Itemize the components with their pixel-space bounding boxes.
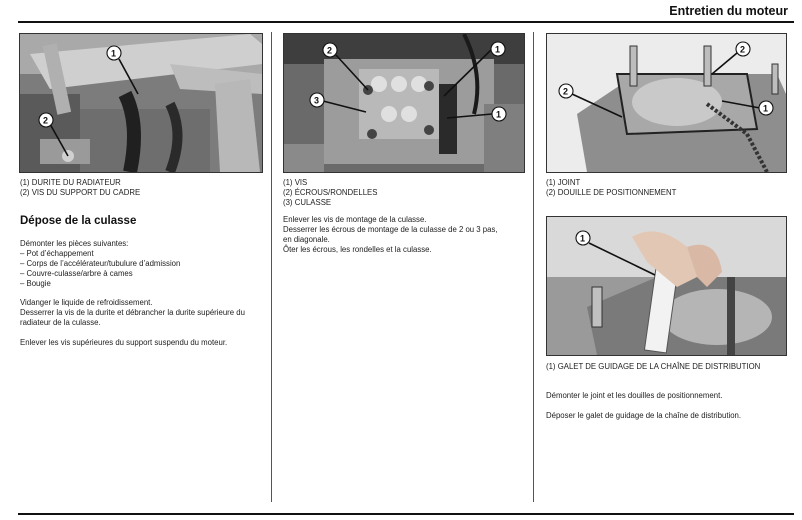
caption-cylinder-head: (3) CULASSE [283,198,332,207]
callout-1 [492,107,506,121]
paragraph-line: radiateur de la culasse. [20,318,101,327]
caption-dowel: (2) DOUILLE DE POSITIONNEMENT [546,188,677,197]
paragraph-line: Déposer le galet de guidage de la chaîne de distribution. [546,411,742,420]
gasket-dowel-photo [546,33,787,173]
svg-text:1: 1 [111,48,117,59]
paragraph-line: Enlever les vis supérieures du support suspendu du moteur. [20,338,228,347]
svg-text:2: 2 [563,86,569,97]
caption-chain-guide: (1) GALET DE GUIDAGE DE LA CHAÎNE DE DISTRIBUTION [546,362,761,371]
caption-nuts-washers: (2) ÉCROUS/RONDELLES [283,188,378,197]
intro-text: Démonter les pièces suivantes: [20,239,129,248]
svg-text:2: 2 [740,44,746,55]
callout-3 [310,93,324,107]
section-title: Dépose de la culasse [20,215,137,227]
svg-text:1: 1 [495,44,501,55]
list-item: – Bougie [20,279,51,288]
cylinder-head-photo [283,33,525,173]
svg-text:1: 1 [580,233,586,244]
callout-1 [491,42,505,56]
callout-2 [736,42,750,56]
list-item: – Corps de l’accélérateur/tubulure d’admission [20,259,181,268]
caption-frame-bolt: (2) VIS DU SUPPORT DU CADRE [20,188,141,197]
caption-bolt: (1) VIS [283,178,308,187]
callout-2 [559,84,573,98]
svg-text:2: 2 [43,115,49,126]
svg-text:3: 3 [314,95,320,106]
paragraph-line: Ôter les écrous, les rondelles et la culasse. [283,245,432,254]
column-divider-1 [271,32,272,502]
list-item: – Couvre-culasse/arbre à cames [20,269,133,278]
paragraph-line: Enlever les vis de montage de la culasse. [283,215,427,224]
chain-guide-photo [546,216,787,356]
callout-1 [576,231,590,245]
paragraph-line: en diagonale. [283,235,330,244]
column-divider-2 [533,32,534,502]
svg-text:1: 1 [496,109,502,120]
callout-2 [39,113,53,127]
callout-1 [107,46,121,60]
caption-radiator-hose: (1) DURITE DU RADIATEUR [20,178,121,187]
footer-rule [18,513,794,515]
callout-2 [323,43,337,57]
paragraph-line: Vidanger le liquide de refroidissement. [20,298,153,307]
paragraph-line: Démonter le joint et les douilles de positionnement. [546,391,723,400]
svg-text:1: 1 [763,103,769,114]
page-header-title: Entretien du moteur [669,4,788,18]
header-rule [18,21,794,23]
paragraph-line: Desserrer les écrous de montage de la culasse de 2 ou 3 pas, [283,225,498,234]
paragraph-line: Desserrer la vis de la durite et débrancher la durite supérieure du [20,308,245,317]
list-item: – Pot d’échappement [20,249,94,258]
svg-text:2: 2 [327,45,333,56]
caption-gasket: (1) JOINT [546,178,581,187]
callout-1 [759,101,773,115]
radiator-hose-photo [19,33,263,173]
